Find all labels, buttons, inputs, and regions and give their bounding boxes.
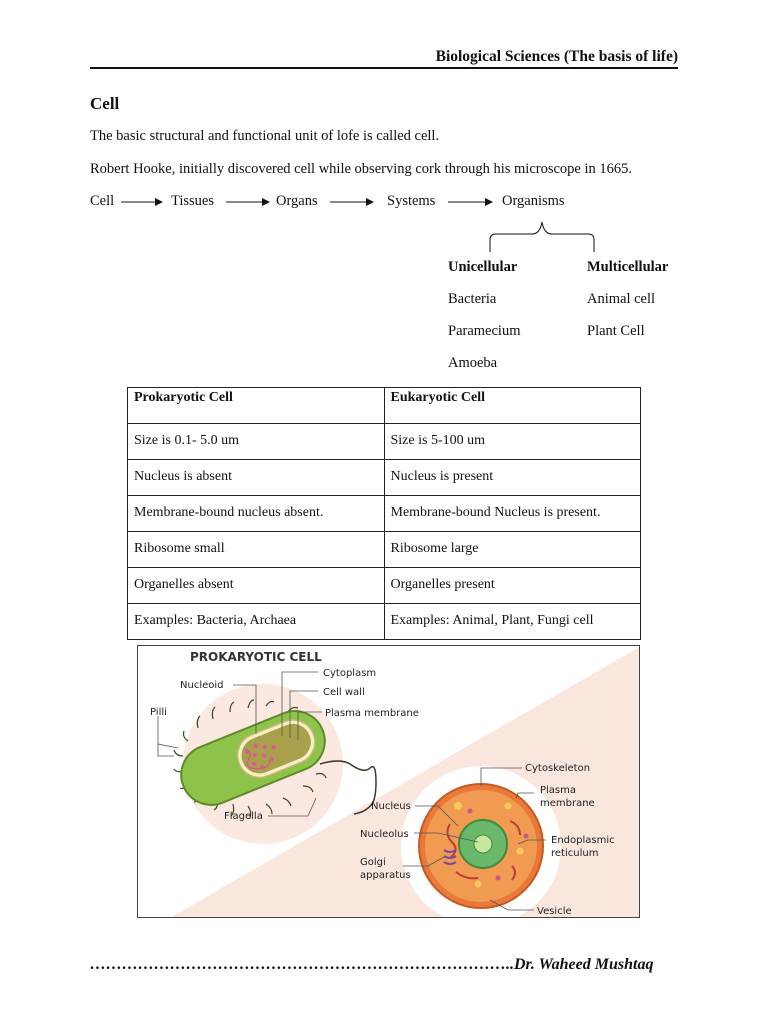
label-nucleus: Nucleus — [371, 801, 411, 812]
label-endoplasmic-reticulum: reticulum — [551, 848, 599, 859]
definition-text: The basic structural and functional unit of lofe is called cell. — [90, 128, 440, 144]
table-cell: Nucleus is absent — [128, 460, 385, 496]
label-golgi-apparatus: apparatus — [360, 870, 411, 881]
table-cell: Size is 5-100 um — [384, 424, 641, 460]
label-plasma-membrane-euk: Plasma — [540, 785, 577, 796]
flow-step: Systems — [387, 193, 436, 209]
table-row — [128, 568, 641, 604]
header-rule — [90, 67, 678, 69]
label-cell-wall: Cell wall — [323, 687, 365, 698]
flow-step: Cell — [90, 193, 115, 209]
label-golgi-apparatus: Golgi — [360, 857, 386, 868]
animal-cell-icon — [419, 784, 543, 908]
table-header-cell: Prokaryotic Cell — [128, 388, 385, 424]
label-plasma-membrane-euk: membrane — [540, 798, 595, 809]
cell-diagram — [138, 646, 640, 918]
table-cell: Membrane-bound nucleus absent. — [128, 496, 385, 532]
comparison-table — [127, 387, 641, 640]
table-header-row — [128, 388, 641, 424]
multicellular-item: Animal cell — [587, 291, 656, 307]
section-title: Cell — [90, 94, 120, 113]
label-cytoplasm: Cytoplasm — [323, 668, 377, 679]
unicellular-item: Bacteria — [448, 291, 497, 307]
label-nucleoid: Nucleoid — [180, 680, 224, 691]
table-row — [128, 424, 641, 460]
table-cell: Examples: Animal, Plant, Fungi cell — [384, 604, 641, 640]
table-row — [128, 532, 641, 568]
flow-step: Organs — [276, 193, 318, 209]
table-cell: Organelles absent — [128, 568, 385, 604]
table-cell: Organelles present — [384, 568, 641, 604]
table-cell: Size is 0.1- 5.0 um — [128, 424, 385, 460]
table-row — [128, 460, 641, 496]
history-text: Robert Hooke, initially discovered cell while observing cork through his microscope in 1665. — [90, 161, 633, 177]
label-plasma-membrane: Plasma membrane — [325, 708, 419, 719]
table-cell: Examples: Bacteria, Archaea — [128, 604, 385, 640]
hierarchy-flow — [90, 193, 690, 213]
footer-dots: …………………………………………………………………….. — [90, 956, 514, 973]
table-cell: Nucleus is present — [384, 460, 641, 496]
figure-title: PROKARYOTIC CELL — [190, 650, 322, 664]
unicellular-item: Paramecium — [448, 323, 521, 339]
flow-step: Organisms — [502, 193, 565, 209]
label-pilli: Pilli — [150, 707, 167, 718]
label-endoplasmic-reticulum: Endoplasmic — [551, 835, 615, 846]
unicellular-item: Amoeba — [448, 355, 498, 371]
label-nucleolus: Nucleolus — [360, 829, 409, 840]
table-cell: Membrane-bound Nucleus is present. — [384, 496, 641, 532]
cell-diagram-figure — [137, 645, 640, 918]
classification-brace — [480, 216, 610, 256]
flow-step: Tissues — [171, 193, 214, 209]
footer-signature — [90, 956, 680, 974]
page-header-title: Biological Sciences (The basis of life) — [435, 48, 678, 65]
table-row — [128, 496, 641, 532]
table-cell: Ribosome large — [384, 532, 641, 568]
flow-arrows — [90, 193, 690, 213]
table-header-cell: Eukaryotic Cell — [384, 388, 641, 424]
label-vesicle: Vesicle — [537, 906, 572, 917]
footer-author: Dr. Waheed Mushtaq — [514, 956, 654, 973]
multicellular-item: Plant Cell — [587, 323, 645, 339]
label-flagella: Flagella — [224, 811, 263, 822]
unicellular-heading: Unicellular — [448, 259, 518, 275]
table-row — [128, 604, 641, 640]
table-cell: Ribosome small — [128, 532, 385, 568]
label-cytoskeleton: Cytoskeleton — [525, 763, 591, 774]
multicellular-heading: Multicellular — [587, 259, 669, 275]
